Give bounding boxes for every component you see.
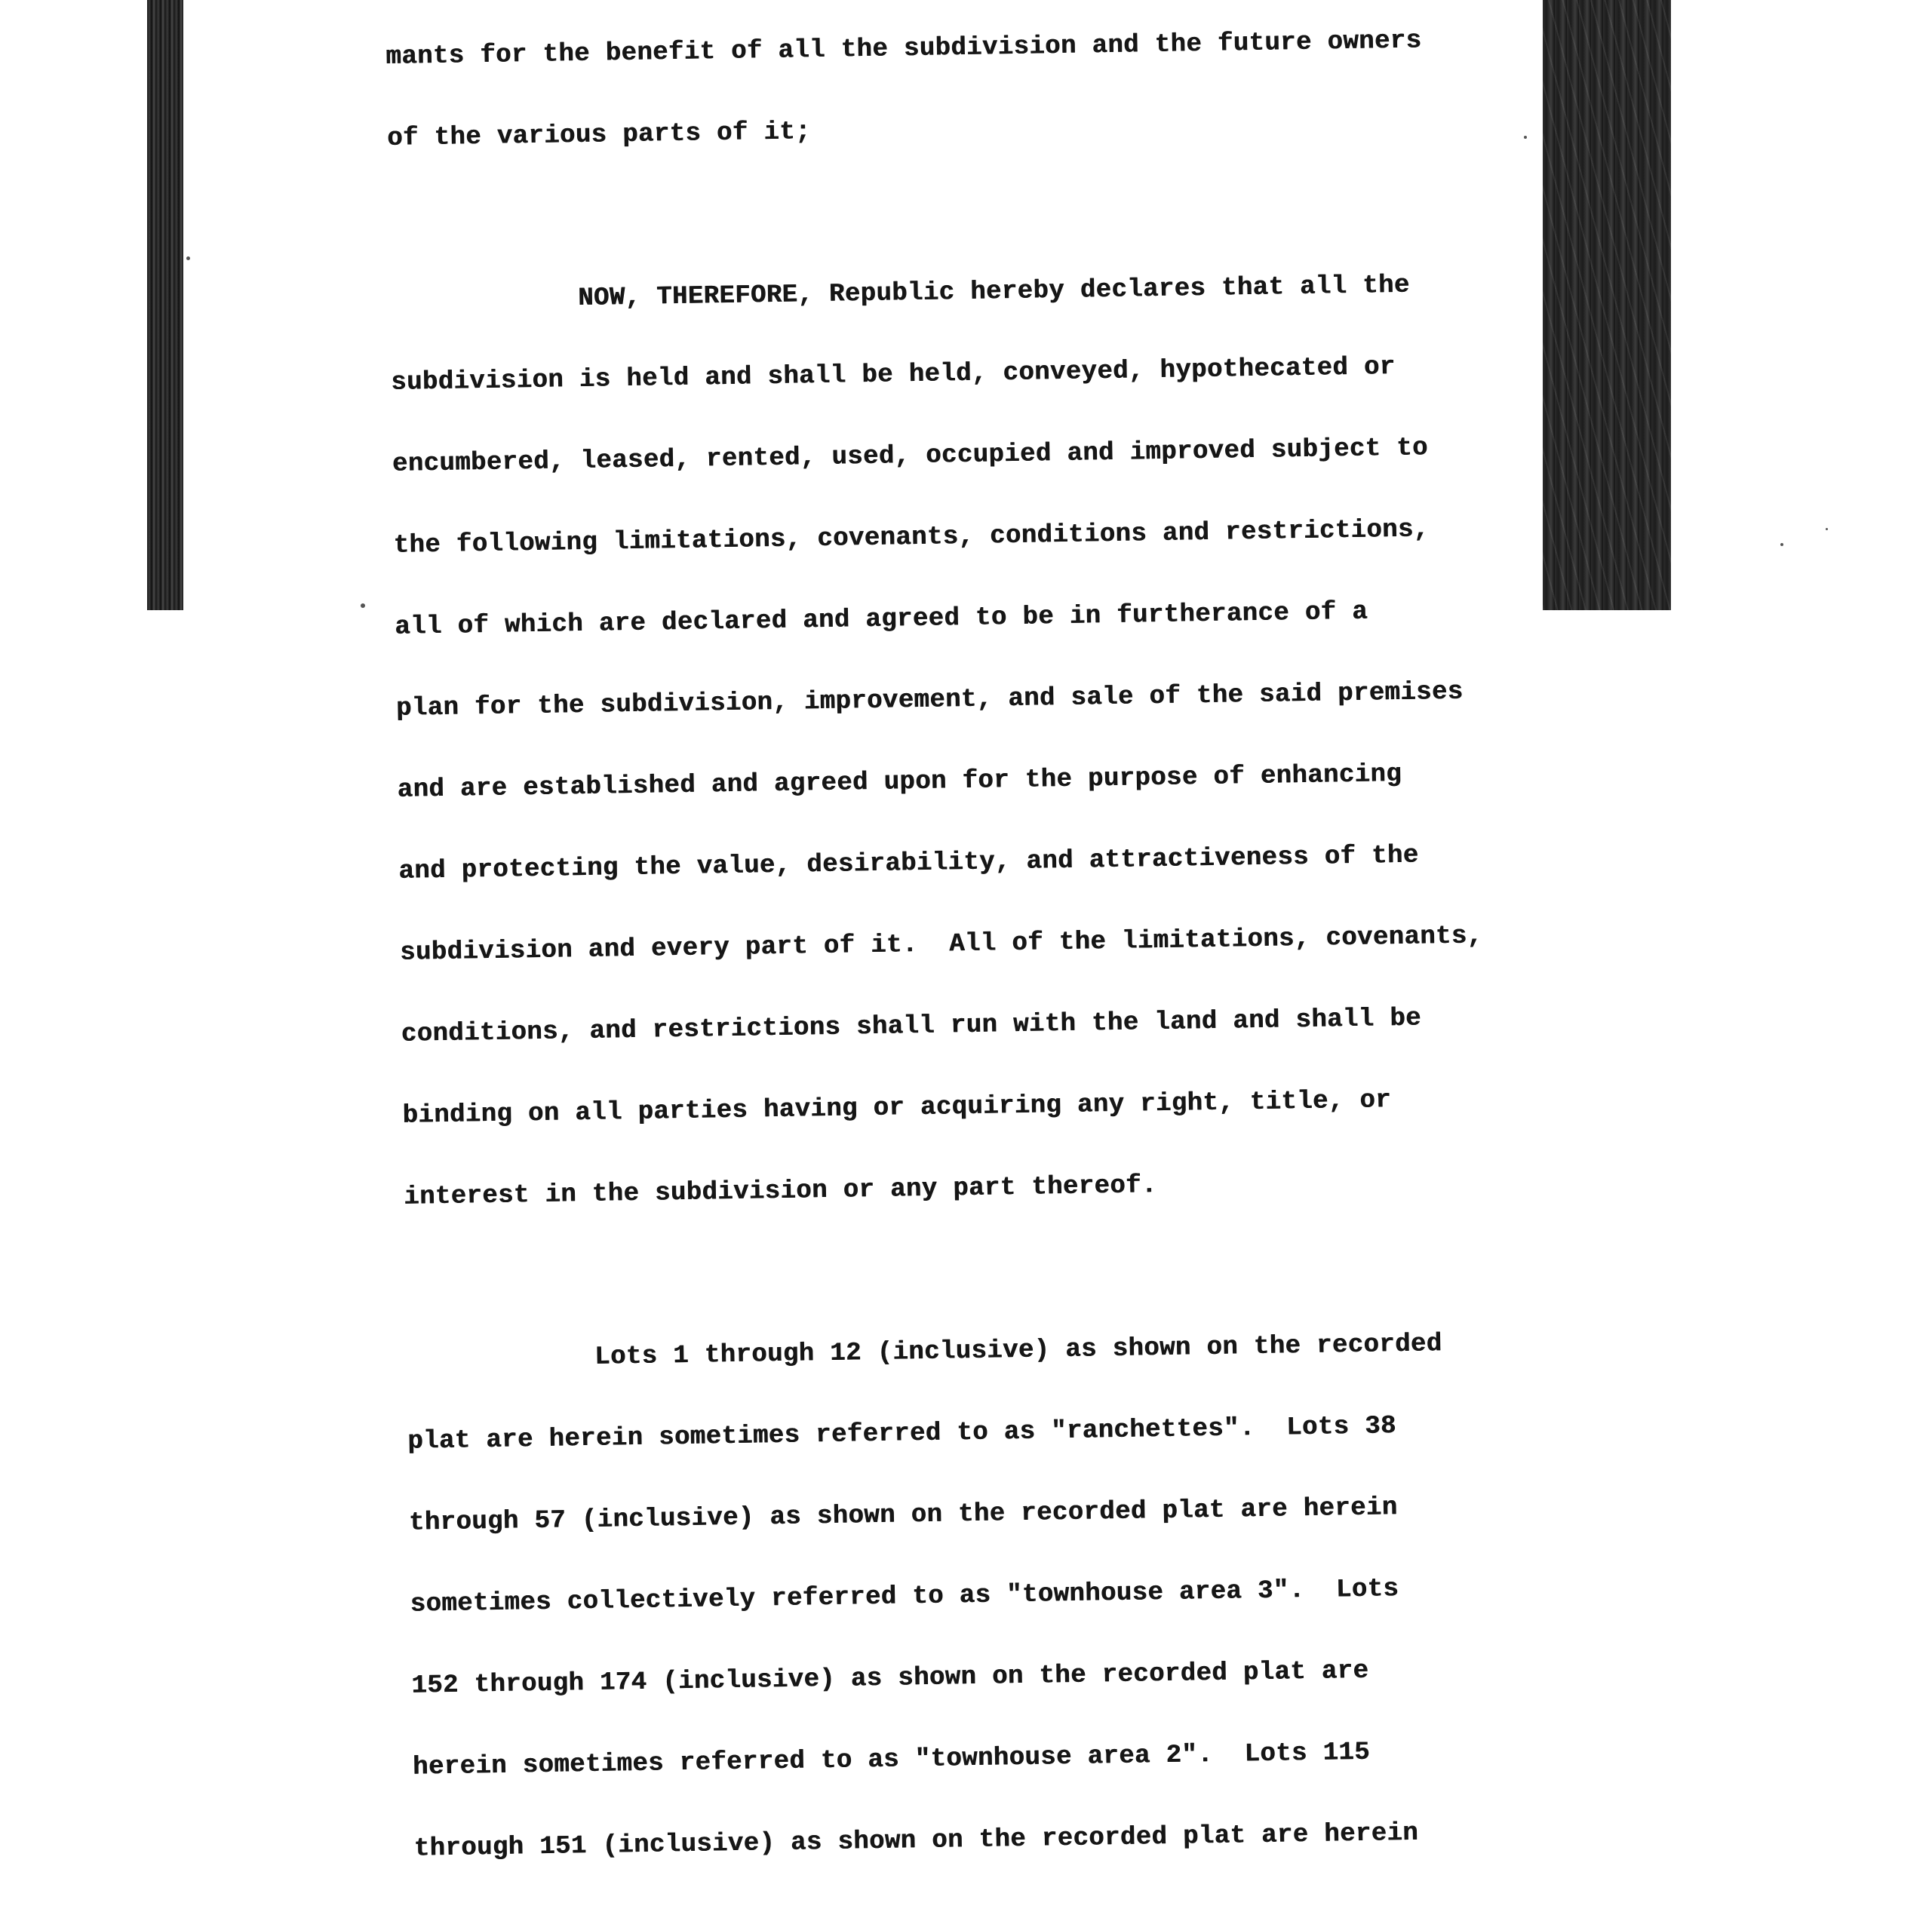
text-line: through 57 (inclusive) as shown on the recorded plat are herein	[408, 1493, 1398, 1538]
text-line: subdivision and every part of it. All of the limitations, covenants,	[399, 922, 1483, 968]
text-line: herein sometimes referred to as "townhouse area 2". Lots 115	[412, 1738, 1371, 1782]
paragraph-gap	[389, 188, 1565, 233]
text-line: NOW, THEREFORE, Republic hereby declares that all the	[389, 271, 1410, 316]
text-line: binding on all parties having or acquiring any right, title, or	[402, 1086, 1392, 1131]
scan-speck	[1780, 543, 1783, 546]
text-line: Lots 1 through 12 (inclusive) as shown on the recorded	[406, 1330, 1442, 1375]
text-line: plat are herein sometimes referred to as "ranchettes". Lots 38	[407, 1412, 1396, 1456]
text-line: mants for the benefit of all the subdivision and the future owners	[385, 26, 1422, 72]
text-line: and protecting the value, desirability, and attractiveness of the	[398, 841, 1419, 886]
text-line: the following limitations, covenants, conditions and restrictions,	[393, 515, 1430, 560]
text-line: and are established and agreed upon for the purpose of enhancing	[397, 760, 1402, 805]
text-line: plan for the subdivision, improvement, and sale of the said premises	[395, 677, 1464, 723]
scan-left-edge-shadow	[147, 0, 183, 610]
text-line: 152 through 174 (inclusive) as shown on the recorded plat are	[411, 1656, 1369, 1701]
text-line: through 151 (inclusive) as shown on the recorded plat are herein	[413, 1818, 1419, 1864]
text-line: sometimes collectively referred to as "townhouse area 3". Lots	[410, 1575, 1399, 1619]
text-line: encumbered, leased, rented, used, occupied and improved subject to	[392, 434, 1429, 479]
document-body	[385, 0, 1592, 1917]
text-line: all of which are declared and agreed to be in furtherance of a	[394, 597, 1368, 642]
scan-speck	[186, 256, 190, 260]
text-line: interest in the subdivision or any part thereof.	[403, 1171, 1157, 1212]
scan-speck	[361, 603, 365, 608]
paragraph-gap	[405, 1247, 1582, 1292]
text-line: conditions, and restrictions shall run with the land and shall be	[401, 1004, 1422, 1049]
scan-speck	[1826, 528, 1828, 530]
text-line: of the various parts of it;	[386, 118, 812, 153]
text-line: subdivision is held and shall be held, conveyed, hypothecated or	[390, 353, 1396, 397]
